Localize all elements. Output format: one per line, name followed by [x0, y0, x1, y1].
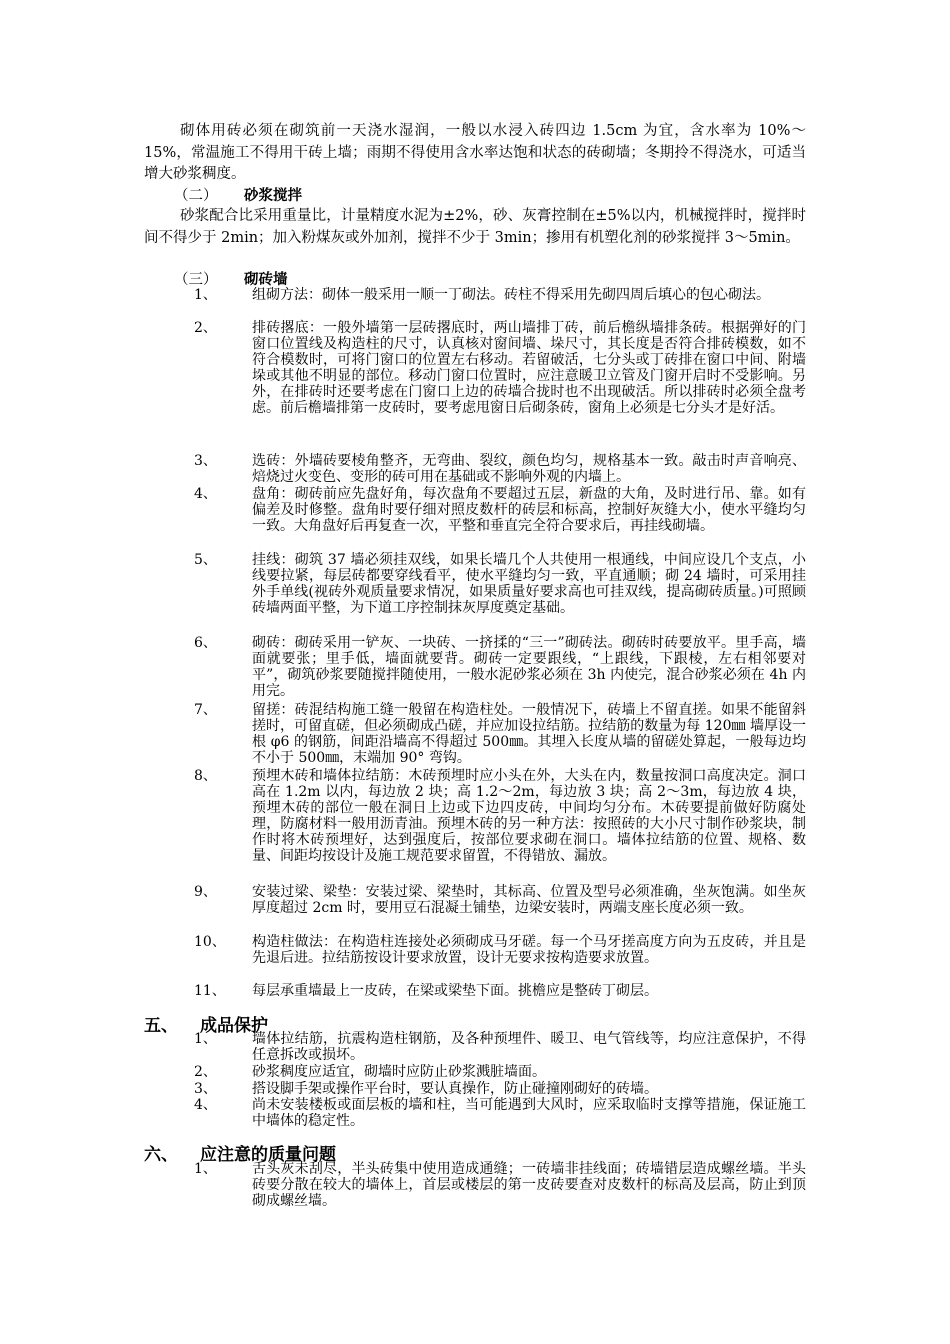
list-item: [194, 768, 806, 865]
list-item: [194, 884, 806, 916]
item-text: 舌头灰未刮尽，半头砖集中使用造成通缝；一砖墙非挂线面；砖墙错层造成螺丝墙。半头砖要分散在较大的墙体上，首层或楼层的第一皮砖要查对皮数杆的标高及层高，防止到顶砌成螺丝墙。: [252, 1161, 806, 1210]
item-text: 留搓：砖混结构施工缝一般留在构造柱处。一般情况下，砖墙上不留直搓。如果不能留斜搓时，可留直磋，但必须砌成凸磋，并应加设拉结筋。拉结筋的数量为每 120㎜ 墙厚设一根 φ6 的钢筋，间距沿墙高不得超过 500㎜。其埋入长度从墙的留磋处算起，一般每边均不小于 500㎜，末端加 90° 弯钩。: [252, 702, 806, 767]
list-item: [194, 552, 806, 616]
list-item: [194, 1161, 806, 1209]
section-number: 五、: [144, 1016, 178, 1036]
list-item: [194, 1081, 806, 1097]
item-number: 2、: [194, 1064, 217, 1080]
item-number: 8、: [194, 768, 217, 784]
item-text: 构造柱做法：在构造柱连接处必须砌成马牙磋。每一个马牙搓高度方向为五皮砖，并且是先退后进。拉结筋按设计要求放置，设计无要求按构造要求放置。: [252, 934, 806, 967]
list-item: [194, 702, 806, 766]
section-number: 六、: [144, 1145, 178, 1165]
item-text: 盘角：砌砖前应先盘好角，每次盘角不要超过五层，新盘的大角，及时进行吊、靠。如有偏差及时修整。盘角时要仔细对照皮数杆的砖层和标高，控制好灰缝大小，使水平缝均匀一致。大角盘好后再复查一次，平整和垂直完全符合要求后，再挂线砌墙。: [252, 486, 806, 535]
item-number: 3、: [194, 453, 217, 469]
item-text: 安装过梁、梁垫：安装过梁、梁垫时，其标高、位置及型号必须准确，坐灰饱满。如坐灰厚度超过 2cm 时，要用豆石混凝土铺垫，边梁安装时，两端支座长度必须一致。: [252, 884, 806, 917]
list-item: [194, 486, 806, 534]
list-item: [194, 1064, 806, 1080]
section-title: 成品保护: [200, 1016, 268, 1036]
list-item: [194, 1031, 806, 1063]
item-number: 1、: [194, 1031, 217, 1047]
subheading-number: （三）: [174, 272, 218, 288]
subheading-title: 砌砖墙: [244, 271, 288, 288]
paragraph-mortar-mixing: 砂浆配合比采用重量比，计量精度水泥为±2%，砂、灰膏控制在±5%以内，机械搅拌时，搅拌时间不得少于 2min；加入粉煤灰或外加剂，搅拌不少于 3min；掺用有机塑化剂的砂浆搅拌 3～5min。: [144, 208, 806, 246]
item-text: 搭设脚手架或操作平台时，要认真操作，防止碰撞刚砌好的砖墙。: [252, 1081, 658, 1097]
item-number: 4、: [194, 486, 217, 502]
item-text: 墙体拉结筋，抗震构造柱钢筋，及各种预埋件、暖卫、电气管线等，均应注意保护，不得任意拆改或损坏。: [252, 1031, 806, 1064]
list-item: [194, 934, 806, 966]
list-item: [194, 635, 806, 699]
item-number: 11、: [194, 983, 226, 999]
item-text: 预埋木砖和墙体拉结筋：木砖预埋时应小头在外，大头在内，数量按洞口高度决定。洞口高在 1.2m 以内，每边放 2 块；高 1.2～2m，每边放 3 块；高 2～3m，每边放 4 块，预埋木砖的部位一般在洞日上边或下边四皮砖，中间均匀分布。木砖要提前做好防腐处理，防腐材料一般用沥青油。预埋木砖的另一种方法：按照砖的大小尺寸制作砂浆块，制作时将木砖预埋好，达到强度后，按部位要求砌在洞口。墙体拉结筋的位置、规格、数量、间距均按设计及施工规范要求留置，不得错放、漏放。: [252, 768, 806, 865]
item-text: 选砖：外墙砖要棱角整齐，无弯曲、裂纹，颜色均匀，规格基本一致。敲击时声音响亮、焙烧过火变色、变形的砖可用在基础或不影响外观的内墙上。: [252, 453, 806, 486]
list-item: [194, 320, 806, 417]
list-item: [194, 453, 806, 485]
item-text: 砌砖：砌砖采用一铲灰、一块砖、一挤揉的“三一”砌砖法。砌砖时砖要放平。里手高，墙面就要张；里手低，墙面就要背。砌砖一定要跟线，“上跟线，下跟棱，左右相邻要对平”，砌筑砂浆要随搅拌随使用，一般水泥砂浆必须在 3h 内使完，混合砂浆必须在 4h 内用完。: [252, 635, 806, 700]
subheading-brick-wall: [174, 268, 288, 289]
list-item: [194, 983, 806, 999]
subheading-title: 砂浆搅拌: [244, 187, 302, 204]
item-text: 每层承重墙最上一皮砖，在梁或梁垫下面。挑檐应是整砖丁砌层。: [252, 983, 658, 999]
item-number: 1、: [194, 287, 217, 303]
subheading-number: （二）: [174, 188, 218, 204]
paragraph-brick-wetting: 砌体用砖必须在砌筑前一天浇水湿润，一般以水浸入砖四边 1.5cm 为宜，含水率为 10%～15%，常温施工不得用干砖上墙；雨期不得使用含水率达饱和状态的砖砌墙；冬期拎不得浇水，可适当增大砂浆稠度。: [144, 123, 806, 182]
list-item: [194, 1097, 806, 1129]
item-number: 4、: [194, 1097, 217, 1113]
item-text: 挂线：砌筑 37 墙必须挂双线，如果长墙几个人共使用一根通线，中间应设几个支点，小线要拉紧，每层砖都要穿线看平，使水平缝均匀一致，平直通顺；砌 24 墙时，可采用挂外手单线(视砖外观质量要求情况，如果质量好要求高也可挂双线，提高砌砖质量。)可照顾砖墙两面平整，为下道工序控制抹灰厚度奠定基础。: [252, 552, 806, 617]
item-text: 组砌方法：砌体一般采用一顺一丁砌法。砖柱不得采用先砌四周后填心的包心砌法。: [252, 287, 770, 303]
item-number: 10、: [194, 934, 226, 950]
item-number: 7、: [194, 702, 217, 718]
item-number: 9、: [194, 884, 217, 900]
item-text: 排砖撂底：一般外墙第一层砖撂底时，两山墙排丁砖，前后檐纵墙排条砖。根据弹好的门窗口位置线及构造柱的尺寸，认真核对窗间墙、垛尺寸，其长度是否符合排砖模数，如不符合模数时，可将门窗口的位置左右移动。若留破活，七分头或丁砖排在窗口中间、附墙垛或其他不明显的部位。移动门窗口位置时，应注意暖卫立管及门窗开启时不受影响。另外，在排砖时还要考虑在门窗口上边的砖墙合拢时也不出现破活。所以排砖时必须全盘考虑。前后檐墙排第一皮砖时，要考虑甩窗日后砌条砖，窗角上必须是七分头才是好活。: [252, 320, 806, 417]
subheading-mortar-mixing: [174, 184, 302, 205]
item-number: 3、: [194, 1081, 217, 1097]
item-text: 砂浆稠度应适宜，砌墙时应防止砂浆溅脏墙面。: [252, 1064, 546, 1080]
item-number: 5、: [194, 552, 217, 568]
item-number: 2、: [194, 320, 217, 336]
list-item: [194, 287, 806, 303]
item-number: 1、: [194, 1161, 217, 1177]
item-number: 6、: [194, 635, 217, 651]
item-text: 尚未安装楼板或面层板的墙和柱，当可能遇到大风时，应采取临时支撑等措施，保证施工中墙体的稳定性。: [252, 1097, 806, 1130]
section-title: 应注意的质量问题: [200, 1145, 336, 1165]
